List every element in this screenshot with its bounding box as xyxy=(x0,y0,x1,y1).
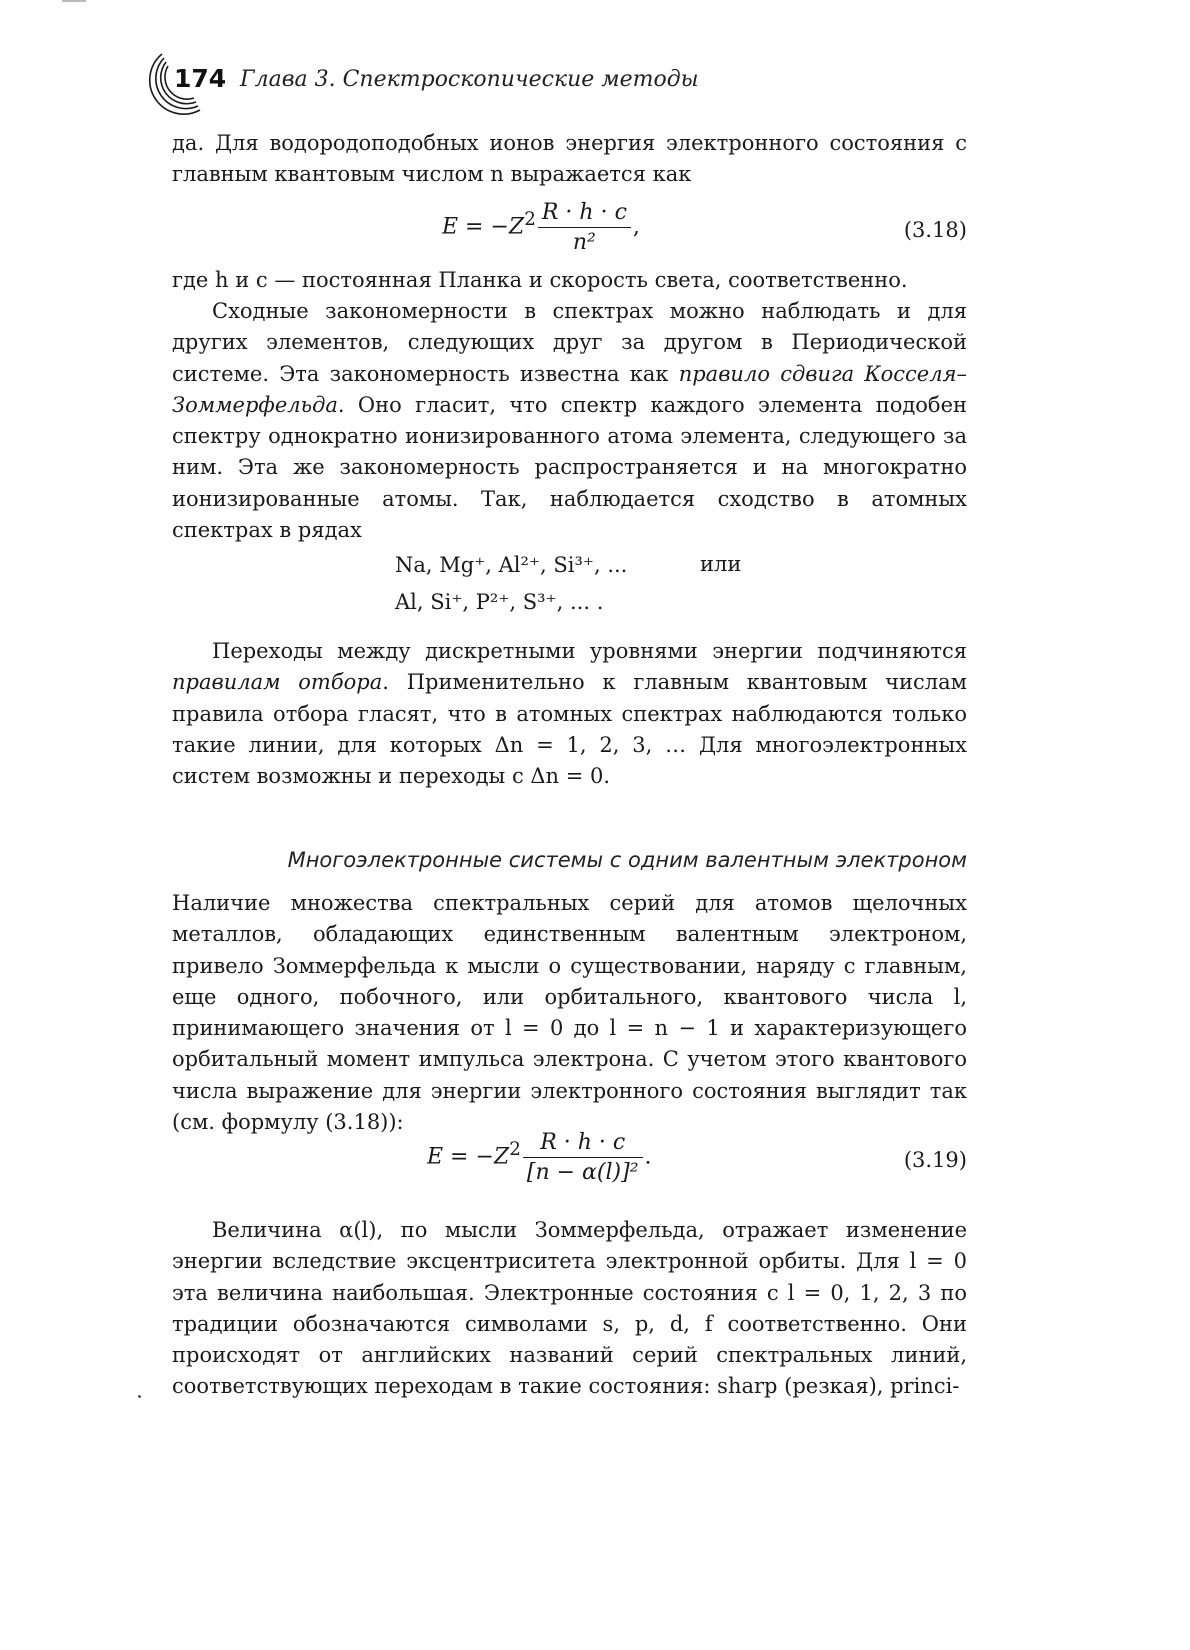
paragraph-3-text xyxy=(172,296,967,546)
paragraph-6-text: Величина α(l), по мысли Зоммерфельда, отражает изменение энергии вследствие эксцентриситета электронной орбиты. Для l = 0 эта величина наибольшая. Электронные состояния с l = 0, 1, 2, 3 по традиции обозначаются символами s, p, d, f соответственно. Они происходят от английских названий серий спектральных линий, соответствующих переходам в такие состояния: sharp (резкая), princi- xyxy=(172,1218,967,1399)
section-heading: Многоэлектронные системы с одним валентным электроном xyxy=(287,848,967,872)
paragraph-1-text: да. Для водородоподобных ионов энергия электронного состояния с главным квантовым числом n выражается как xyxy=(172,131,967,187)
equation-tail: , xyxy=(632,214,640,240)
equation-lhs: E = −Z xyxy=(442,214,525,240)
paragraph-4-part-b: . Применительно к главным квантовым числам правила отбора гласят, что в атомных спектрах наблюдаются только такие линии, для которых Δn = 1, 2, 3, … Для многоэлектронных систем возможны и переходы с Δn = 0. xyxy=(172,670,967,789)
equation-fraction xyxy=(523,1130,643,1185)
page-number: 174 xyxy=(174,64,227,93)
paragraph-3 xyxy=(172,296,967,546)
equation-exponent: 2 xyxy=(524,209,536,231)
page-header xyxy=(140,48,1020,118)
paragraph-1 xyxy=(172,128,967,191)
element-series xyxy=(395,547,627,621)
paragraph-6 xyxy=(172,1215,967,1403)
equation-tail: . xyxy=(644,1144,652,1170)
equation-number: (3.19) xyxy=(903,1148,967,1172)
paragraph-4 xyxy=(172,636,967,792)
selection-rules-term: правилам отбора xyxy=(172,670,383,695)
scan-dot xyxy=(138,1395,141,1398)
series-row-1: Na, Mg⁺, Al²⁺, Si³⁺, ... xyxy=(395,553,628,577)
equation-exponent: 2 xyxy=(509,1139,521,1161)
equation-fraction xyxy=(538,200,631,255)
paragraph-2 xyxy=(172,265,967,296)
paragraph-5-text: Наличие множества спектральных серий для атомов щелочных металлов, обладающих единственным валентным электроном, привело Зоммерфельда к мысли о существовании, наряду с главным, еще одного, побочного, или орбитального, квантового числа l, принимающего значения от l = 0 до l = n − 1 и характеризующего орбитальный момент импульса электрона. С учетом этого квантового числа выражение для энергии электронного состояния выглядит так (см. формулу (3.18)): xyxy=(172,891,967,1135)
equation-3-18 xyxy=(172,200,967,270)
paragraph-4-part-a: Переходы между дискретными уровнями энергии подчиняются xyxy=(212,639,967,663)
equation-3-18-formula xyxy=(442,200,640,255)
equation-lhs: E = −Z xyxy=(427,1144,510,1170)
fraction-denominator: [n − α(l)]² xyxy=(526,1160,639,1185)
equation-3-19 xyxy=(172,1130,967,1200)
equation-3-19-formula xyxy=(427,1130,652,1185)
scan-mark xyxy=(62,0,86,2)
kossel-sommerfeld-term: правило сдвига Косселя–Зоммерфельда xyxy=(172,361,967,417)
paragraph-3-part-a: Сходные закономерности в спектрах можно наблюдать и для других элементов, следующих друг за другом в Периодической системе. Эта закономерность известна как xyxy=(172,299,967,386)
paragraph-4-text xyxy=(172,636,967,792)
fraction-denominator: n² xyxy=(572,230,596,255)
fraction-numerator: R · h · c xyxy=(523,1130,643,1158)
fraction-numerator: R · h · c xyxy=(538,200,631,228)
running-head: Глава 3. Спектроскопические методы xyxy=(240,67,699,92)
equation-number: (3.18) xyxy=(903,218,967,242)
paragraph-2-text: где h и c — постоянная Планка и скорость света, соответственно. xyxy=(172,268,908,292)
paragraph-5 xyxy=(172,888,967,1138)
paragraph-3-part-b: . Оно гласит, что спектр каждого элемента подобен спектру однократно ионизированного атома элемента, следующего за ним. Эта же закономерность распространяется и на многократно ионизированные атомы. Так, наблюдается сходство в атомных спектрах в рядах xyxy=(172,392,967,543)
series-row-2: Al, Si⁺, P²⁺, S³⁺, ... . xyxy=(395,590,604,614)
series-or: или xyxy=(700,552,742,576)
